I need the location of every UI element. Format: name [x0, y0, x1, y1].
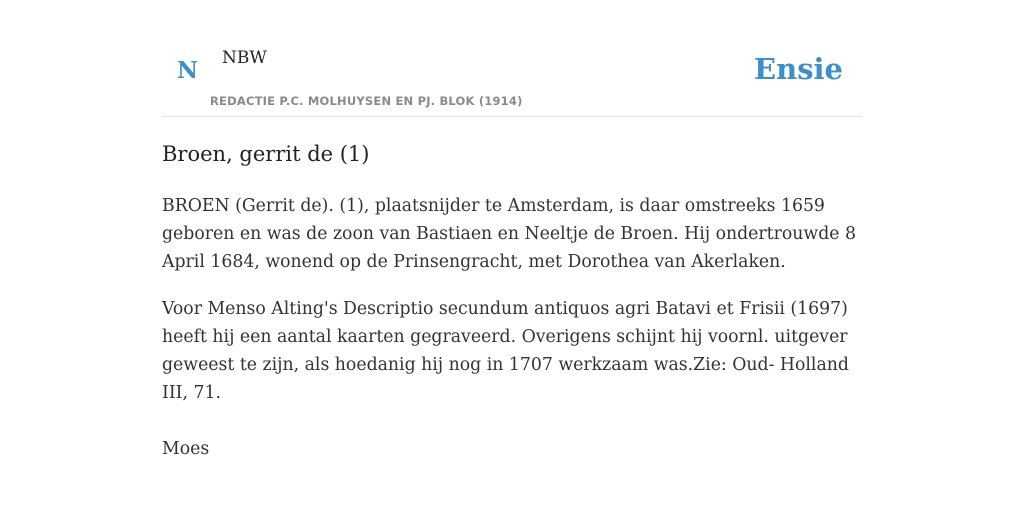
publication-editors: REDACTIE P.C. MOLHUYSEN EN PJ. BLOK (1914) [210, 94, 523, 108]
article-title: Broen, gerrit de (1) [162, 142, 370, 166]
publication-logo[interactable]: N [177, 57, 199, 84]
article [162, 138, 862, 463]
article-paragraph: Voor Menso Alting's Descriptio secundum antiquos agri Batavi et Frisii (1697) heeft hij een aantal kaarten gegraveerd. Overigens schijnt hij voornl. uitgever geweest te zijn, als hoedanig hij nog in 1707 werkzaam was.Zie: Oud- Holland III, 71. [162, 299, 849, 403]
publication-name[interactable]: NBW [222, 48, 267, 68]
article-author: Moes [162, 439, 210, 459]
brand-logo[interactable]: Ensie [754, 52, 843, 86]
page-header [162, 0, 862, 117]
article-paragraph: BROEN (Gerrit de). (1), plaatsnijder te Amsterdam, is daar omstreeks 1659 geboren en was de zoon van Bastiaen en Neeltje de Broen. Hij ondertrouwde 8 April 1684, wonend op de Prinsengracht, met Dorothea van Akerlaken. [162, 196, 856, 272]
